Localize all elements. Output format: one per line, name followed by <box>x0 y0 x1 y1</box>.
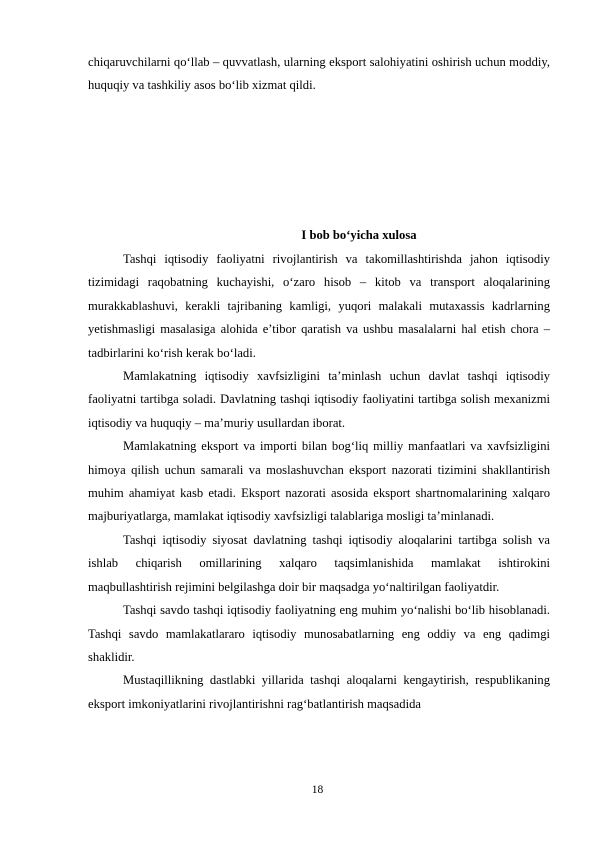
paragraph: Tashqi iqtisodiy siyosat davlatning tashqi iqtisodiy aloqalarini tartibga solish va ishlab chiqarish omillarining xalqaro taqsimlanishida mamlakat ishtirokini maqbullashtirish rejimini belgilashga doir bir maqsadga yo‘naltirilgan faoliyatdir. <box>88 532 550 594</box>
section-body <box>88 248 550 716</box>
paragraph: Tashqi savdo tashqi iqtisodiy faoliyatning eng muhim yo‘nalishi bo‘lib hisoblanadi. Tashqi savdo mamlakatlararo iqtisodiy munosabatlarning eng oddiy va eng qadimgi shaklidir. <box>88 603 550 664</box>
page-number: 18 <box>311 784 324 796</box>
section-heading: I bob bo‘yicha xulosa <box>301 228 417 242</box>
opening-paragraph: chiqaruvchilarni qo‘llab – quvvatlash, ularning eksport salohiyatini oshirish uchun moddiy, huquqiy va tashkiliy asos bo‘lib xizmat qildi. <box>88 55 550 93</box>
paragraph: Mamlakatning iqtisodiy xavfsizligini ta’minlash uchun davlat tashqi iqtisodiy faoliyatni tartibga soladi. Davlatning tashqi iqtisodiy faoliyatini tartibga solish mexanizmi iqtisodiy va huquqiy – ma’muriy usullardan iborat. <box>88 369 550 430</box>
paragraph: Mamlakatning eksport va importi bilan bog‘liq milliy manfaatlari va xavfsizligini himoya qilish uchun samarali va moslashuvchan eksport nazorati tizimini shakllantirish muhim ahamiyat kasb etadi. Eksport nazorati asosida eksport shartnomalarining xalqaro majburiyatlarga, mamlakat iqtisodiy xavfsizligi talablariga mosligi ta’minlanadi. <box>88 439 550 524</box>
paragraph: Mustaqillikning dastlabki yillarida tashqi aloqalarni kengaytirish, respublikaning eksport imkoniyatlarini rivojlantirishni rag‘batlantirish maqsadida <box>88 673 550 711</box>
paragraph: Tashqi iqtisodiy faoliyatni rivojlantirish va takomillashtirishda jahon iqtisodiy tizimidagi raqobatning kuchayishi, o‘zaro hisob – kitob va transport aloqalarining murakkablashuvi, kerakli tajribaning kamligi, yuqori malakali mutaxassis kadrlarning yetishmasligi masalasiga alohida e’tibor qaratish va ushbu masalalarni hal etish chora – tadbirlarini ko‘rish kerak bo‘ladi. <box>88 252 550 360</box>
